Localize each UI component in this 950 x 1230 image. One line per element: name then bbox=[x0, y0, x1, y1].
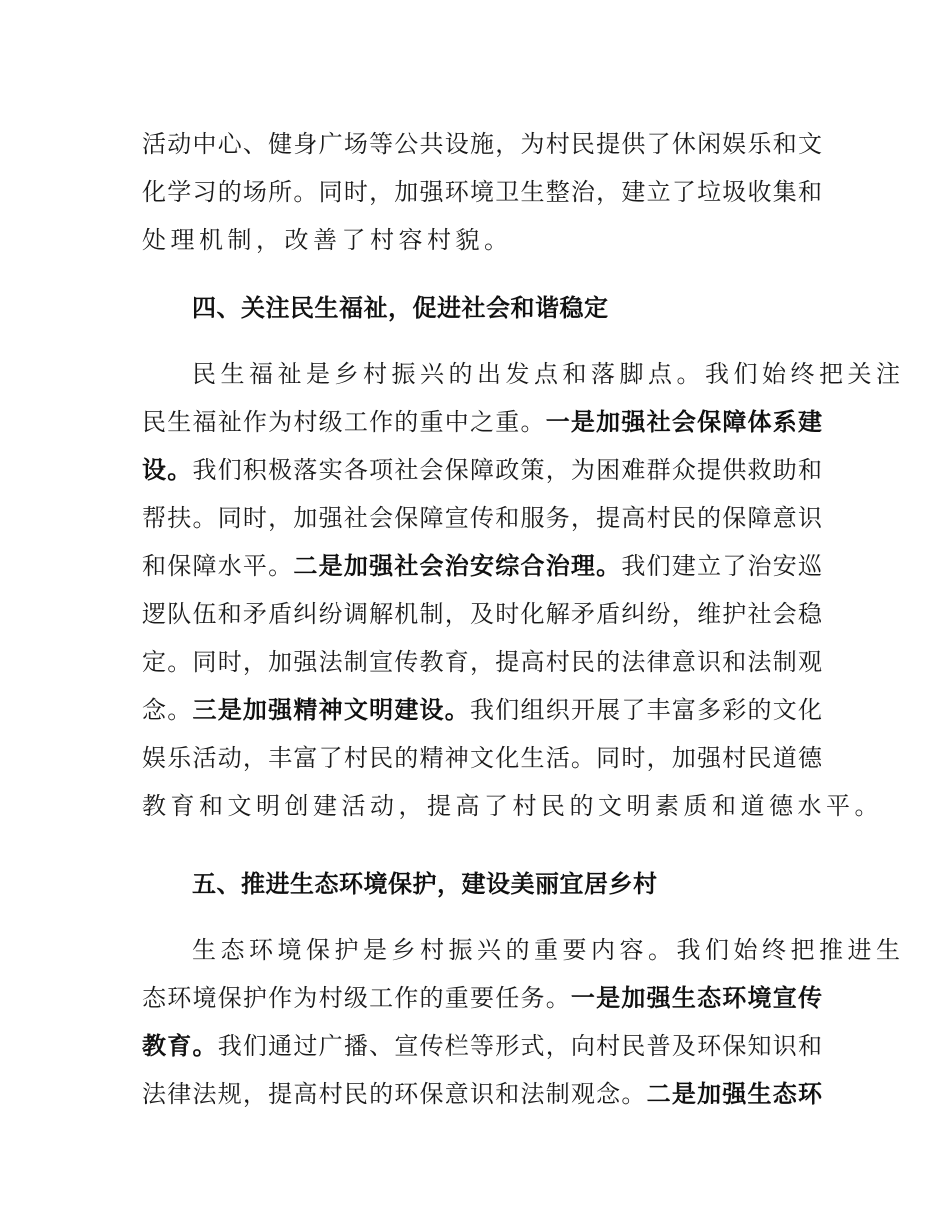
text-run: 法律法规，提高村民的环保意识和法制观念。 bbox=[142, 1080, 647, 1108]
body-text-line bbox=[142, 690, 822, 730]
body-text-line: 生态环境保护是乡村振兴的重要内容。我们始终把推进生 bbox=[192, 936, 905, 964]
body-text-line bbox=[142, 546, 822, 586]
body-text-line: 定。同时，加强法制宣传教育，提高村民的法律意识和法制观 bbox=[142, 648, 822, 676]
body-text-line bbox=[142, 1026, 822, 1066]
section-heading-5: 五、推进生态环境保护，建设美丽宜居乡村 bbox=[192, 870, 658, 898]
text-run: 态环境保护作为村级工作的重要任务。 bbox=[142, 984, 571, 1012]
bold-point-3: 三是加强精神文明建设。 bbox=[192, 696, 471, 724]
body-text-line: 民生福祉是乡村振兴的出发点和落脚点。我们始终把关注 bbox=[192, 360, 905, 388]
body-text-line bbox=[142, 1074, 822, 1114]
bold-point-1: 一是加强社会保障体系建 bbox=[545, 408, 823, 436]
body-text-line: 逻队伍和矛盾纠纷调解机制，及时化解矛盾纠纷，维护社会稳 bbox=[142, 600, 822, 628]
text-run: 念。 bbox=[142, 696, 193, 724]
text-run: 我们建立了治安巡 bbox=[621, 552, 823, 580]
bold-point-1-cont: 设。 bbox=[142, 456, 193, 484]
body-text-line: 处理机制，改善了村容村貌。 bbox=[142, 226, 513, 254]
text-run: 我们积极落实各项社会保障政策，为困难群众提供救助和 bbox=[192, 456, 823, 484]
body-text-line: 活动中心、健身广场等公共设施，为村民提供了休闲娱乐和文 bbox=[142, 130, 822, 158]
body-text-line bbox=[142, 978, 822, 1018]
body-text-line: 化学习的场所。同时，加强环境卫生整治，建立了垃圾收集和 bbox=[142, 178, 822, 206]
body-text-line bbox=[142, 450, 822, 490]
section-heading-4: 四、关注民生福祉，促进社会和谐稳定 bbox=[192, 294, 609, 322]
body-text-line: 娱乐活动，丰富了村民的精神文化生活。同时，加强村民道德 bbox=[142, 744, 822, 772]
text-run: 民生福祉作为村级工作的重中之重。 bbox=[142, 408, 546, 436]
body-text-line: 帮扶。同时，加强社会保障宣传和服务，提高村民的保障意识 bbox=[142, 504, 822, 532]
bold-point-2: 二是加强生态环 bbox=[646, 1080, 823, 1108]
bold-point-1-cont: 教育。 bbox=[142, 1032, 218, 1060]
text-run: 我们组织开展了丰富多彩的文化 bbox=[470, 696, 823, 724]
bold-point-1: 一是加强生态环境宣传 bbox=[570, 984, 822, 1012]
text-run: 和保障水平。 bbox=[142, 552, 294, 580]
bold-point-2: 二是加强社会治安综合治理。 bbox=[293, 552, 622, 580]
text-run: 我们通过广播、宣传栏等形式，向村民普及环保知识和 bbox=[217, 1032, 823, 1060]
body-text-line bbox=[142, 402, 822, 442]
body-text-line: 教育和文明创建活动，提高了村民的文明素质和道德水平。 bbox=[142, 792, 883, 820]
